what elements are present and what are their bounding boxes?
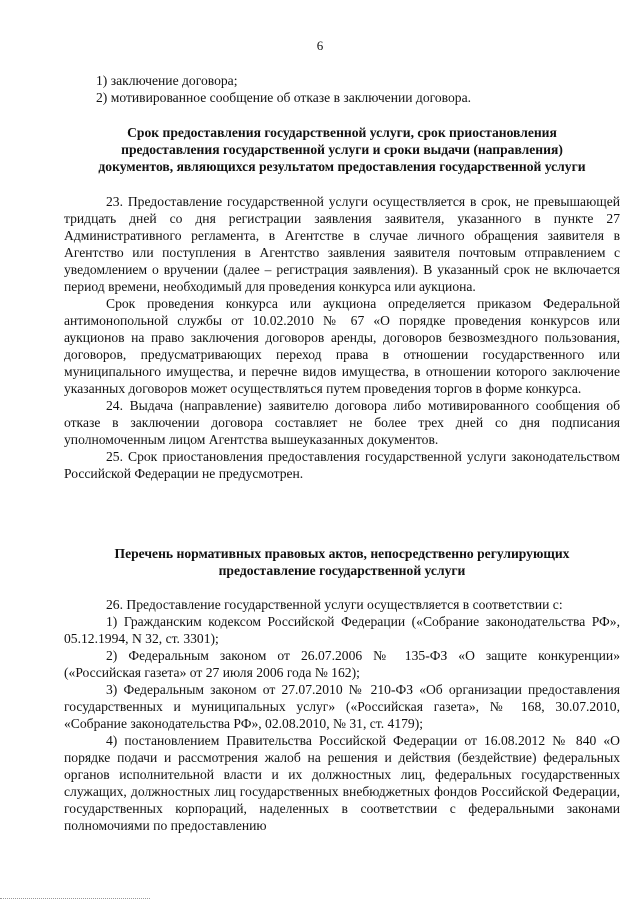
- section-heading-terms: [64, 124, 620, 175]
- intro-list-item: 2) мотивированное сообщение об отказе в заключении договора.: [96, 90, 472, 105]
- legal-act-item-4: 4) постановлением Правительства Российской Федерации от 16.08.2012 № 840 «О порядке подачи и рассмотрения жалоб на решения и действия (бездействие) федеральных органов исполнительной власти и их должностных лиц, федеральных государственных служащих, должностных лиц государственных внебюджетных фондов Российской Федерации, государственных корпораций, наделенных в соответствии с федеральными законами полномочиями по предоставлению: [64, 733, 620, 833]
- heading-line: предоставления государственной услуги и сроки выдачи (направления): [121, 142, 563, 157]
- heading-line: Срок предоставления государственной услуги, срок приостановления: [127, 125, 557, 140]
- section-legal-acts-body: [64, 596, 620, 834]
- paragraph-23-contest: Срок проведения конкурса или аукциона определяется приказом Федеральной антимонопольной службы от 10.02.2010 № 67 «О порядке проведения конкурсов или аукционов на право заключения договоров аренды, договоров безвозмездного пользования, договоров, предусматривающих переход права в отношении государственного или муниципального имущества, и перечне видов имущества, в отношении которого заключение указанных договоров может осуществляться путем проведения торгов в форме конкурса.: [64, 296, 620, 396]
- paragraph-23: 23. Предоставление государственной услуги осуществляется в срок, не превышающей тридцать дней со дня регистрации заявления заявителя, указанного в пункте 27 Административного регламента, в Агентстве в случае личного обращения заявителя в Агентство или поступления в Агентство заявления заявителя почтовым отправлением с уведомлением о вручении (далее – регистрация заявления). В указанный срок не включается период времени, необходимый для проведения конкурса или аукциона.: [64, 194, 620, 294]
- footer-divider: [0, 898, 150, 899]
- heading-line: Перечень нормативных правовых актов, непосредственно регулирующих: [114, 546, 570, 561]
- heading-line: документов, являющихся результатом предоставления государственной услуги: [98, 159, 586, 174]
- intro-list: [96, 72, 616, 106]
- paragraph-25: 25. Срок приостановления предоставления государственной услуги законодательством Российской Федерации не предусмотрен.: [64, 449, 620, 481]
- section-heading-legal-acts: [64, 545, 620, 579]
- page-number: 6: [316, 38, 324, 53]
- section-terms-body: [64, 193, 620, 482]
- legal-act-item-3: 3) Федеральным законом от 27.07.2010 № 210-ФЗ «Об организации предоставления государственных и муниципальных услуг» («Российская газета», № 168, 30.07.2010, «Собрание законодательства РФ», 02.08.2010, № 31, ст. 4179);: [64, 682, 620, 731]
- legal-act-item-1: 1) Гражданским кодексом Российской Федерации («Собрание законодательства РФ», 05.12.1994, N 32, ст. 3301);: [64, 614, 620, 646]
- intro-list-item: 1) заключение договора;: [96, 73, 238, 88]
- paragraph-24: 24. Выдача (направление) заявителю договора либо мотивированного сообщения об отказе в заключении договора составляет не более трех дней со дня подписания уполномоченным лицом Агентства вышеуказанных документов.: [64, 398, 620, 447]
- paragraph-26: 26. Предоставление государственной услуги осуществляется в соответствии с:: [106, 597, 563, 612]
- heading-line: предоставление государственной услуги: [218, 563, 466, 578]
- legal-act-item-2: 2) Федеральным законом от 26.07.2006 № 135-ФЗ «О защите конкуренции» («Российская газета» от 27 июля 2006 года № 162);: [64, 648, 620, 680]
